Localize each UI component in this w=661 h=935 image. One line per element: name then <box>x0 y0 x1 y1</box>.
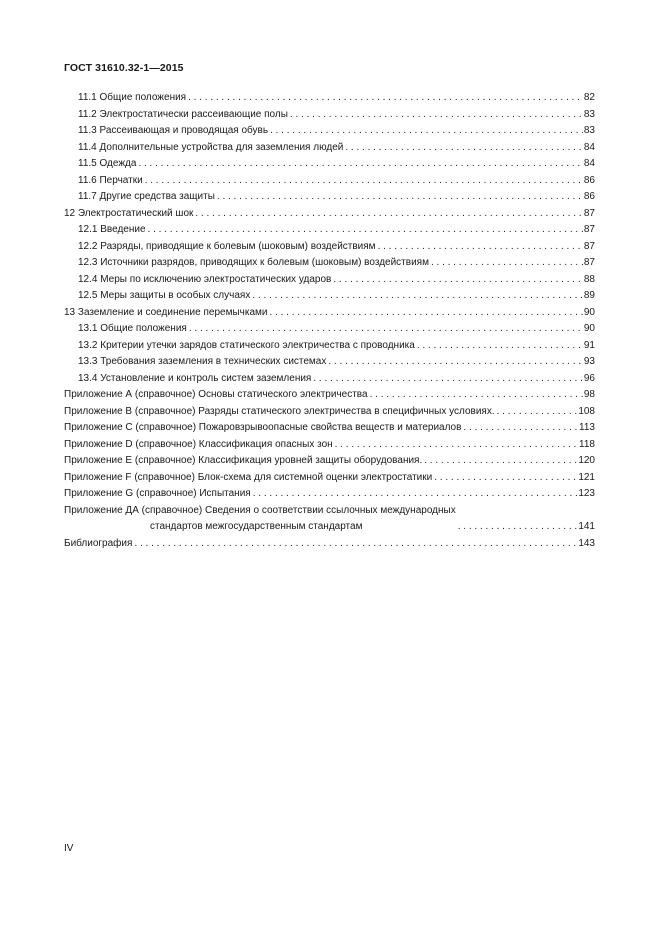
toc-entry-page: 120 <box>578 455 595 466</box>
toc-entry-title-line1: Приложение ДА (справочное) Сведения о соответствии ссылочных международных <box>64 504 456 516</box>
toc-entry-page: 98 <box>583 389 595 400</box>
toc-entry[interactable] <box>64 239 595 256</box>
toc-entry[interactable] <box>64 321 595 338</box>
toc-dot-leader <box>431 255 583 272</box>
toc-dot-leader <box>417 338 583 355</box>
toc-entry-title: 13.2 Критерии утечки зарядов статического электричества с проводника <box>78 338 417 355</box>
toc-entry-title: 11.3 Рассеивающая и проводящая обувь <box>78 123 270 140</box>
toc-entry-title-line2: стандартов межгосударственным стандартам <box>150 521 363 532</box>
toc-entry-title: Приложение В (справочное) Разряды статического электричества в специфичных условиях. <box>64 404 497 421</box>
toc-entry-title: Приложение С (справочное) Пожаровзрывоопасные свойства веществ и материалов <box>64 420 463 437</box>
toc-dot-leader <box>370 387 583 404</box>
toc-dot-leader <box>252 288 583 305</box>
toc-entry-title: 12.3 Источники разрядов, приводящих к болевым (шоковым) воздействиям <box>78 255 431 272</box>
toc-dot-leader <box>463 420 578 437</box>
toc-entry-title: 12.2 Разряды, приводящие к болевым (шоковым) воздействиям <box>78 239 378 256</box>
toc-entry[interactable] <box>64 420 595 437</box>
toc-entry-title: 11.7 Другие средства защиты <box>78 189 217 206</box>
toc-entry-page: 84 <box>583 158 595 169</box>
toc-entry-title: 13 Заземление и соединение перемычками <box>64 305 269 322</box>
toc-entry[interactable] <box>64 173 595 190</box>
toc-dot-leader <box>138 156 582 173</box>
toc-dot-leader <box>424 453 577 470</box>
toc-entry-bibliography[interactable] <box>64 536 595 553</box>
toc-entry-page: 83 <box>583 125 595 136</box>
toc-dot-leader <box>290 107 583 124</box>
toc-entry[interactable] <box>64 371 595 388</box>
toc-entry-page: 108 <box>578 405 595 417</box>
toc-dot-leader <box>458 519 578 536</box>
toc-entry[interactable] <box>64 272 595 289</box>
toc-dot-leader <box>378 239 583 256</box>
toc-entry-page: 96 <box>583 372 595 384</box>
toc-entry[interactable] <box>64 354 595 371</box>
toc-entry-title: Библиография <box>64 536 134 553</box>
toc-dot-leader <box>195 206 583 223</box>
toc-entry[interactable] <box>64 387 595 404</box>
toc-entry[interactable] <box>64 305 595 322</box>
toc-entry-title: 12.1 Введение <box>78 222 148 239</box>
toc-dot-leader <box>335 437 578 454</box>
toc-dot-leader <box>497 404 578 421</box>
toc-entry[interactable] <box>64 338 595 355</box>
toc-entry[interactable] <box>64 288 595 305</box>
toc-entry-title: 12.5 Меры защиты в особых случаях <box>78 288 252 305</box>
toc-entry-page: 89 <box>583 290 595 301</box>
toc-entry-page: 143 <box>578 537 595 549</box>
toc-dot-leader <box>345 140 583 157</box>
toc-entry-page: 90 <box>583 323 595 334</box>
toc-entry-page: 90 <box>583 306 595 318</box>
toc-entry-title: 12 Электростатический шок <box>64 206 195 223</box>
toc-entry[interactable] <box>64 90 595 107</box>
toc-entry-title: 11.6 Перчатки <box>78 173 145 190</box>
toc-dot-leader <box>145 173 583 190</box>
toc-entry-title: 11.4 Дополнительные устройства для заземления людей <box>78 140 345 157</box>
toc-entry-annex-da[interactable] <box>64 503 595 536</box>
toc-entry[interactable] <box>64 140 595 157</box>
toc-entry-title: 13.4 Установление и контроль систем заземления <box>78 371 313 388</box>
toc-entry-page: 121 <box>578 471 595 483</box>
toc-dot-leader <box>269 305 582 322</box>
toc-entry-title: 13.3 Требования заземления в технических системах <box>78 354 328 371</box>
toc-entry-page: 93 <box>583 356 595 367</box>
toc-dot-leader <box>217 189 583 206</box>
toc-entry-page: 87 <box>583 207 595 219</box>
toc-entry[interactable] <box>64 222 595 239</box>
document-header: ГОСТ 31610.32-1—2015 <box>64 62 184 74</box>
toc-entry[interactable] <box>64 123 595 140</box>
toc-entry-page: 84 <box>583 141 595 153</box>
toc-entry[interactable] <box>64 189 595 206</box>
toc-entry-title: 11.2 Электростатически рассеивающие полы <box>78 107 290 124</box>
toc-entry-title: Приложение D (справочное) Классификация опасных зон <box>64 437 335 454</box>
toc-entry-title: Приложение Е (справочное) Классификация уровней защиты оборудования. <box>64 453 424 470</box>
toc-list <box>64 90 595 503</box>
toc-entry-title: 13.1 Общие положения <box>78 321 189 338</box>
toc-dot-leader <box>434 470 577 487</box>
toc-entry-page: 91 <box>583 339 595 351</box>
toc-entry-title: Приложение F (справочное) Блок-схема для системной оценки электростатики <box>64 470 434 487</box>
toc-entry-title: Приложение А (справочное) Основы статического электричества <box>64 387 370 404</box>
toc-entry-title: Приложение G (справочное) Испытания <box>64 486 253 503</box>
toc-entry-page: 83 <box>583 108 595 120</box>
toc-entry[interactable] <box>64 470 595 487</box>
toc-entry-title: 12.4 Меры по исключению электростатических ударов <box>78 272 333 289</box>
toc-entry-title: 11.1 Общие положения <box>78 90 188 107</box>
toc-entry[interactable] <box>64 437 595 454</box>
toc-entry-page: 86 <box>583 174 595 186</box>
toc-entry-page: 113 <box>579 422 595 433</box>
toc-entry-page: 118 <box>579 438 595 450</box>
toc-entry-page: 87 <box>583 240 595 252</box>
toc-entry[interactable] <box>64 255 595 272</box>
toc-entry[interactable] <box>64 107 595 124</box>
toc-dot-leader <box>333 272 583 289</box>
toc-entry[interactable] <box>64 404 595 421</box>
toc-entry-page: 123 <box>578 488 595 499</box>
toc-dot-leader <box>328 354 583 371</box>
toc-dot-leader <box>270 123 583 140</box>
toc-entry[interactable] <box>64 453 595 470</box>
toc-entry[interactable] <box>64 486 595 503</box>
toc-entry-page: 141 <box>578 521 595 532</box>
toc-dot-leader <box>188 90 583 107</box>
toc-entry-page: 87 <box>583 224 595 235</box>
toc-dot-leader <box>253 486 578 503</box>
toc-entry[interactable] <box>64 156 595 173</box>
toc-entry-title: 11.5 Одежда <box>78 156 138 173</box>
table-of-contents <box>64 90 595 552</box>
toc-entry-page: 87 <box>583 257 595 268</box>
toc-entry-page: 88 <box>583 273 595 285</box>
toc-dot-leader <box>189 321 583 338</box>
toc-entry-page: 82 <box>583 92 595 103</box>
toc-entry-title <box>64 503 458 536</box>
toc-dot-leader <box>148 222 583 239</box>
toc-dot-leader <box>313 371 583 388</box>
toc-entry-page: 86 <box>583 191 595 202</box>
toc-dot-leader <box>134 536 577 553</box>
toc-entry[interactable] <box>64 206 595 223</box>
page-number: IV <box>64 843 74 854</box>
